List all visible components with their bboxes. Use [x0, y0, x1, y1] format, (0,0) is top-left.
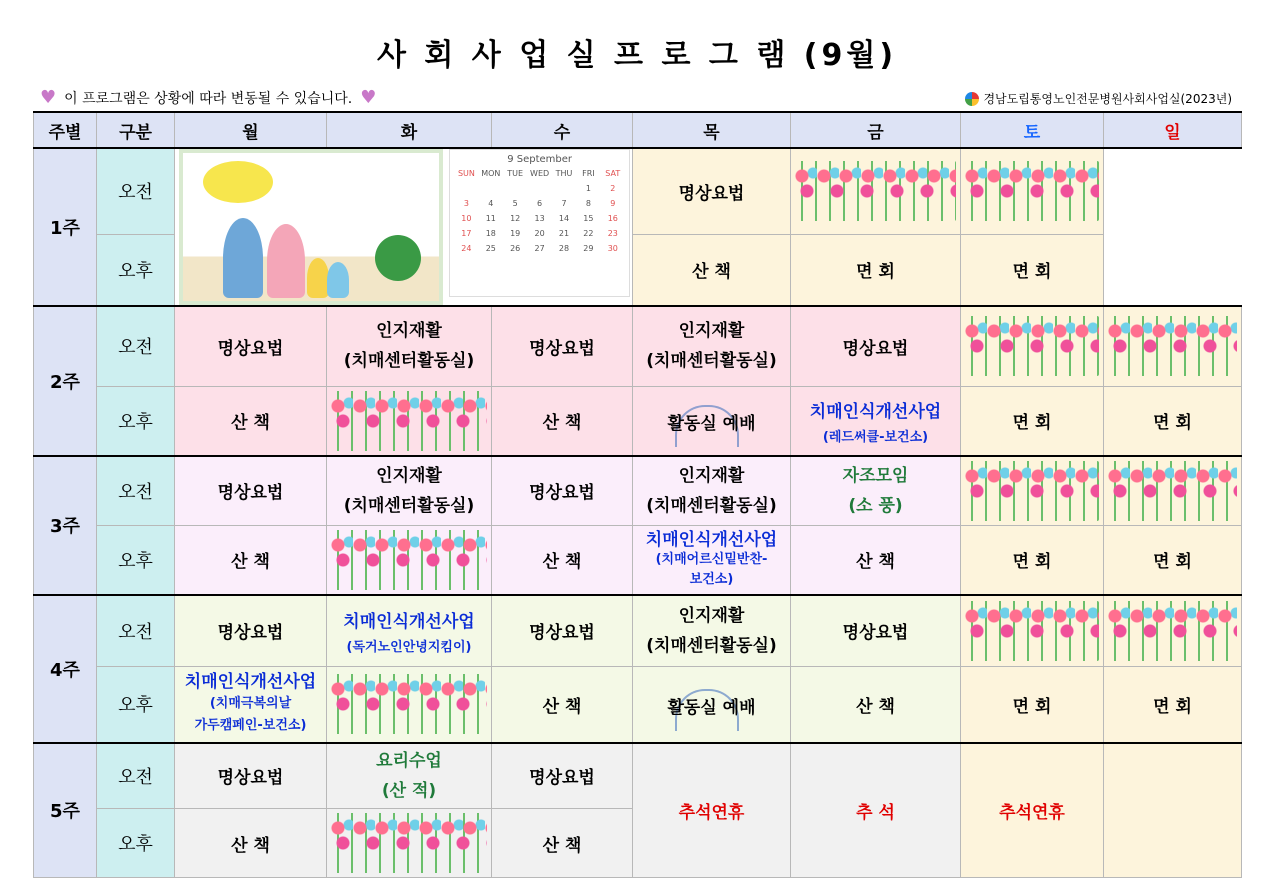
flowers-icon	[965, 161, 1099, 221]
calendar-date	[479, 184, 503, 193]
w4-mon-am: 명상요법	[175, 595, 327, 667]
activity-location: (치매극복의날	[209, 696, 292, 712]
activity-title: 자조모임	[842, 465, 909, 486]
flowers-icon	[965, 601, 1099, 661]
w4-wed-pm: 산 책	[492, 667, 633, 743]
activity-location: 가두캠페인-보건소)	[194, 718, 307, 734]
w5-tue-am	[327, 743, 492, 809]
calendar-date: 3	[463, 199, 469, 208]
calendar-date: 24	[461, 244, 472, 253]
header-sun: 일	[1104, 112, 1242, 148]
period-pm: 오후	[97, 525, 175, 595]
table-row	[34, 667, 1242, 743]
w2-wed-am: 명상요법	[492, 306, 633, 386]
w4-fri-am: 명상요법	[791, 595, 961, 667]
w1-fri-pm: 산 책	[633, 234, 791, 306]
calendar-grid	[454, 169, 625, 253]
calendar-date: 7	[561, 199, 567, 208]
header-week: 주별	[34, 112, 97, 148]
calendar-date	[454, 184, 478, 193]
flowers-icon	[965, 461, 1099, 521]
activity-title: 인지재활	[678, 465, 745, 486]
activity-title: 치매인식개선사업	[645, 529, 778, 550]
w2-sat-pm: 면 회	[961, 386, 1104, 456]
w2-fri-pm	[791, 386, 961, 456]
header-tue: 화	[327, 112, 492, 148]
w4-tue-am	[327, 595, 492, 667]
period-pm: 오후	[97, 809, 175, 878]
w3-mon-pm: 산 책	[175, 525, 327, 595]
calendar-date: 12	[510, 214, 521, 223]
chuseok-image	[179, 149, 443, 305]
w1-fri-am: 명상요법	[633, 148, 791, 234]
flowers-icon	[1108, 461, 1237, 521]
w3-wed-pm: 산 책	[492, 525, 633, 595]
w3-tue-am	[327, 456, 492, 526]
tree-icon	[375, 235, 421, 281]
activity-location: (치매센터활동실)	[646, 635, 777, 656]
w1-sat-pm: 면 회	[791, 234, 961, 306]
activity-title: 활동실 예배	[667, 414, 756, 434]
organization	[965, 90, 1232, 107]
organization-text: 경남도립통영노인전문병원사회사업실(2023년)	[983, 92, 1232, 106]
w4-tue-pm	[327, 667, 492, 743]
calendar-date	[527, 184, 551, 193]
calendar-title: 9 September	[507, 154, 573, 165]
calendar-date: 17	[461, 229, 472, 238]
notice-text: 이 프로그램은 상황에 따라 변동될 수 있습니다.	[64, 91, 353, 107]
w5-mon-am: 명상요법	[175, 743, 327, 809]
activity-title: 인지재활	[678, 321, 745, 342]
w3-sun-am	[1104, 456, 1242, 526]
w2-mon-pm: 산 책	[175, 386, 327, 456]
calendar-day-header: SAT	[605, 169, 621, 178]
calendar-day-header: FRI	[582, 169, 595, 178]
activity-title: 인지재활	[376, 465, 442, 486]
w2-wed-pm: 산 책	[492, 386, 633, 456]
table-row	[34, 148, 1242, 234]
flowers-icon	[331, 530, 487, 590]
flowers-icon	[331, 391, 487, 451]
w4-sat-pm: 면 회	[961, 667, 1104, 743]
table-row	[34, 386, 1242, 456]
table-row	[34, 525, 1242, 595]
w4-fri-pm: 산 책	[791, 667, 961, 743]
w3-tue-pm	[327, 525, 492, 595]
calendar-date: 27	[534, 244, 545, 253]
flowers-icon	[1108, 601, 1237, 661]
w5-sat: 추석연휴	[961, 743, 1104, 878]
activity-location: (산 적)	[381, 780, 437, 801]
w2-tue-am	[327, 306, 492, 386]
w2-mon-am: 명상요법	[175, 306, 327, 386]
calendar-date: 14	[558, 214, 570, 223]
calendar-date: 23	[607, 229, 618, 238]
calendar-date: 20	[534, 229, 545, 238]
calendar-date: 10	[461, 214, 472, 223]
table-row	[34, 743, 1242, 809]
activity-title: 인지재활	[376, 321, 442, 342]
flowers-icon	[1108, 316, 1237, 376]
activity-title: 인지재활	[678, 605, 745, 626]
calendar-date: 28	[558, 244, 570, 253]
calendar-date: 26	[510, 244, 521, 253]
w4-mon-pm	[175, 667, 327, 743]
w4-sat-am	[961, 595, 1104, 667]
calendar-date: 21	[558, 229, 570, 238]
header-mon: 월	[175, 112, 327, 148]
calendar-date: 6	[537, 199, 543, 208]
calendar-date: 11	[485, 214, 496, 223]
period-pm: 오후	[97, 386, 175, 456]
week-label: 3주	[34, 456, 97, 595]
activity-location: (치매센터활동실)	[343, 495, 475, 516]
table-row	[34, 456, 1242, 526]
calendar-date: 5	[512, 199, 518, 208]
activity-location: (치매센터활동실)	[646, 351, 777, 372]
activity-location: (치매어르신밑반찬-	[655, 551, 768, 567]
header-fri: 금	[791, 112, 961, 148]
w3-thu-am	[633, 456, 791, 526]
w3-mon-am: 명상요법	[175, 456, 327, 526]
flowers-icon	[331, 674, 487, 734]
w5-tue-pm	[327, 809, 492, 878]
w4-thu-pm	[633, 667, 791, 743]
calendar-date: 2	[610, 184, 616, 193]
calendar-day-header: MON	[481, 169, 501, 178]
period-am: 오전	[97, 456, 175, 526]
activity-location: 보건소)	[689, 571, 734, 587]
w2-tue-pm	[327, 386, 492, 456]
flowers-icon	[965, 316, 1099, 376]
period-am: 오전	[97, 743, 175, 809]
page-title: 사 회 사 업 실 프 로 그 램 (9월)	[376, 38, 898, 73]
calendar-date: 30	[607, 244, 618, 253]
activity-title: 활동실 예배	[667, 697, 756, 718]
w4-wed-am: 명상요법	[492, 595, 633, 667]
w2-sun-pm: 면 회	[1104, 386, 1242, 456]
header-sat: 토	[961, 112, 1104, 148]
calendar-date: 22	[583, 229, 594, 238]
w4-thu-am	[633, 595, 791, 667]
w4-sun-am	[1104, 595, 1242, 667]
week-label: 2주	[34, 306, 97, 456]
header-row	[34, 112, 1242, 148]
w5-fri: 추 석	[791, 743, 961, 878]
w3-sat-pm: 면 회	[961, 525, 1104, 595]
w2-fri-am: 명상요법	[791, 306, 961, 386]
calendar-day-header: SUN	[457, 169, 475, 178]
activity-location: (치매센터활동실)	[343, 351, 475, 372]
calendar-date	[552, 184, 576, 193]
calendar-date: 16	[607, 214, 618, 223]
period-am: 오전	[97, 306, 175, 386]
calendar-date: 4	[488, 199, 494, 208]
period-pm: 오후	[97, 234, 175, 306]
w1-sun-pm: 면 회	[961, 234, 1104, 306]
calendar-date: 13	[534, 214, 545, 223]
family-icon	[223, 208, 343, 298]
calendar-date: 19	[510, 229, 521, 238]
moon-icon	[203, 161, 273, 203]
w1-sun-am	[961, 148, 1104, 234]
header-wed: 수	[492, 112, 633, 148]
logo-icon	[965, 92, 979, 106]
header-thu: 목	[633, 112, 791, 148]
table-row	[34, 595, 1242, 667]
w5-mon-pm: 산 책	[175, 809, 327, 878]
header-type: 구분	[97, 112, 175, 148]
flowers-icon	[795, 161, 956, 221]
heart-icon: ♥	[40, 87, 57, 108]
w5-thu: 추석연휴	[633, 743, 791, 878]
w2-sat-am	[961, 306, 1104, 386]
activity-title: 요리수업	[376, 750, 442, 771]
calendar-date: 18	[485, 229, 496, 238]
week-label: 4주	[34, 595, 97, 743]
w3-wed-am: 명상요법	[492, 456, 633, 526]
flowers-icon	[331, 813, 487, 873]
w2-thu-am	[633, 306, 791, 386]
week-label: 5주	[34, 743, 97, 878]
calendar-day-header: WED	[530, 169, 550, 178]
table-row	[34, 306, 1242, 386]
w3-sat-am	[961, 456, 1104, 526]
w2-sun-am	[1104, 306, 1242, 386]
w1-sat-am	[791, 148, 961, 234]
activity-title: 치매인식개선사업	[343, 611, 475, 632]
activity-title: 치매인식개선사업	[184, 672, 317, 693]
w4-sun-pm: 면 회	[1104, 667, 1242, 743]
period-am: 오전	[97, 595, 175, 667]
calendar-date: 25	[485, 244, 496, 253]
activity-location: (독거노인안녕지킴이)	[346, 639, 472, 655]
w2-thu-pm	[633, 386, 791, 456]
calendar-date: 1	[585, 184, 591, 193]
week-label: 1주	[34, 148, 97, 306]
calendar-date: 8	[585, 199, 591, 208]
period-am: 오전	[97, 148, 175, 234]
calendar-date	[503, 184, 527, 193]
schedule-table	[33, 111, 1242, 878]
activity-title: 치매인식개선사업	[809, 401, 942, 422]
period-pm: 오후	[97, 667, 175, 743]
calendar-day-header: TUE	[507, 169, 524, 178]
w3-sun-pm: 면 회	[1104, 525, 1242, 595]
activity-location: (소 풍)	[848, 495, 903, 516]
w3-fri-pm: 산 책	[791, 525, 961, 595]
w3-thu-pm	[633, 525, 791, 595]
w3-fri-am	[791, 456, 961, 526]
calendar-day-header: THU	[555, 169, 573, 178]
calendar-date: 29	[583, 244, 594, 253]
heart-icon: ♥	[360, 87, 377, 108]
w5-sun	[1104, 743, 1242, 878]
calendar-date: 9	[610, 199, 616, 208]
activity-location: (치매센터활동실)	[646, 495, 777, 516]
notice	[40, 88, 376, 108]
activity-location: (레드써클-보건소)	[822, 429, 929, 445]
w5-wed-pm: 산 책	[492, 809, 633, 878]
w5-wed-am: 명상요법	[492, 743, 633, 809]
chuseok-illustration	[175, 148, 633, 306]
calendar-date: 15	[583, 214, 594, 223]
september-calendar	[449, 149, 630, 297]
